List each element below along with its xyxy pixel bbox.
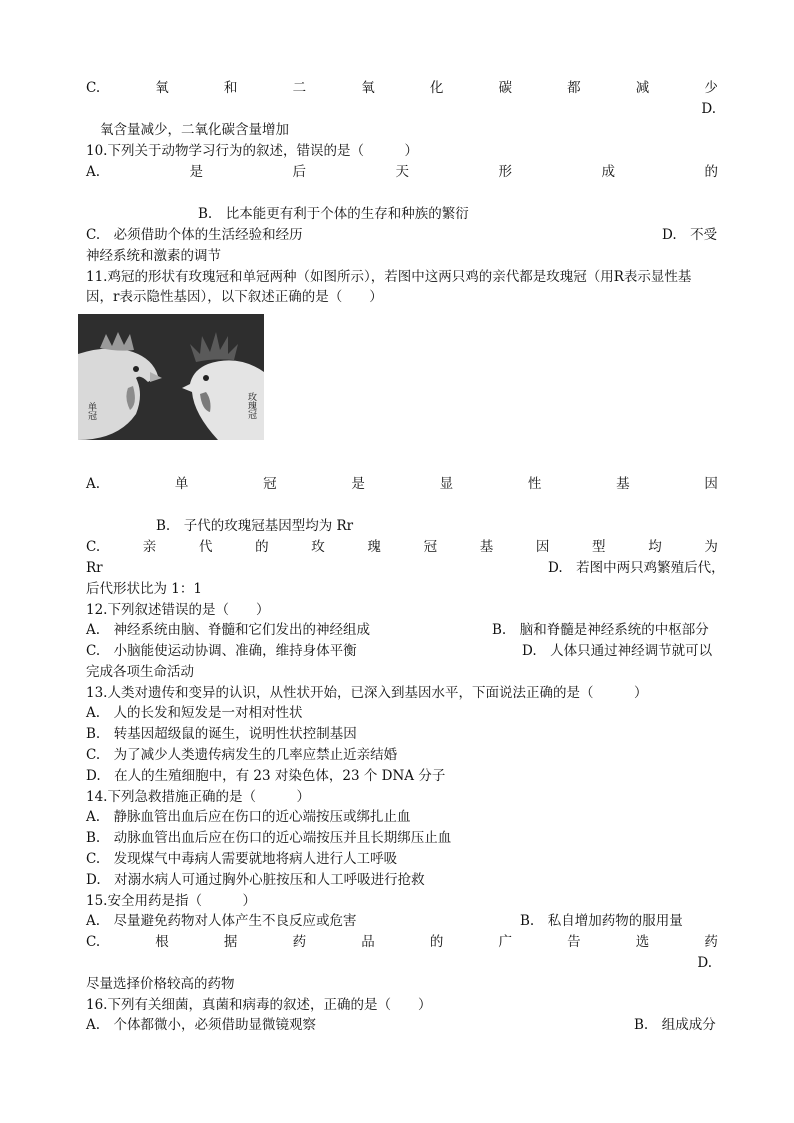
spread-char: 选	[635, 934, 650, 950]
q13-option-c: C. 为了减少人类遗传病发生的几率应禁止近亲结婚	[86, 747, 398, 763]
q11-option-b: B. 子代的玫瑰冠基因型均为 Rr	[156, 518, 354, 534]
q15-option-b: B. 私自增加药物的服用量	[520, 913, 683, 929]
spread-char: 氧	[361, 80, 375, 96]
q16-option-a: A. 个体都微小，必须借助显微镜观察	[86, 1017, 317, 1033]
spread-char: 和	[223, 80, 238, 96]
spread-char: 的	[255, 539, 269, 555]
q12-stem: 12.下列叙述错误的是（ ）	[86, 602, 270, 618]
spread-char: 型	[592, 539, 606, 555]
label-single-comb: 单冠	[86, 402, 96, 420]
rooster-comb-image	[78, 314, 264, 440]
q10-option-c: C. 必须借助个体的生活经验和经历	[86, 227, 303, 243]
spread-char: 玫	[311, 539, 325, 555]
q9-option-c	[86, 78, 718, 98]
q10-option-d-label: D. 不受	[662, 227, 718, 243]
spread-char: 碳	[498, 80, 512, 96]
q10-option-a	[86, 162, 718, 182]
spread-char: 据	[223, 934, 238, 950]
spread-char: 二	[292, 80, 307, 96]
spread-char: 单	[174, 476, 189, 492]
spread-char: 显	[439, 476, 454, 492]
spread-char: 后	[292, 164, 307, 180]
q13-option-b: B. 转基因超级鼠的诞生，说明性状控制基因	[86, 726, 357, 742]
label-rose-comb: 玫瑰冠	[246, 392, 256, 419]
q9-option-d-text: 氧含量减少，二氧化碳含量增加	[100, 122, 289, 138]
spread-char: C.	[86, 539, 101, 555]
spread-char: 少	[704, 80, 718, 96]
q10-option-d-cont: 神经系统和激素的调节	[86, 248, 221, 264]
q14-option-b: B. 动脉血管出血后应在伤口的近心端按压并且长期绑压止血	[86, 830, 452, 846]
spread-char: 因	[704, 476, 718, 492]
spread-char: 瑰	[367, 539, 381, 555]
spread-char: 是	[189, 164, 204, 180]
q15-option-d-text: 尽量选择价格较高的药物	[86, 976, 235, 992]
spread-char: 亲	[142, 539, 157, 555]
q14-stem: 14.下列急救措施正确的是（ ）	[86, 789, 310, 805]
q13-option-d: D. 在人的生殖细胞中，有 23 对染色体，23 个 DNA 分子	[86, 768, 446, 784]
spread-char: 成	[601, 164, 615, 180]
spread-char: 品	[361, 934, 375, 950]
spread-char: 冠	[423, 539, 438, 555]
spread-char: 的	[704, 164, 718, 180]
q14-option-d: D. 对溺水病人可通过胸外心脏按压和人工呼吸进行抢救	[86, 872, 425, 888]
q15-option-c	[86, 932, 718, 952]
spread-char: C.	[86, 80, 101, 96]
q11-option-d: D. 若图中两只鸡繁殖后代，	[548, 560, 725, 576]
q15-stem: 15.安全用药是指（ ）	[86, 893, 256, 909]
spread-char: 冠	[263, 476, 277, 492]
spread-char: 因	[535, 539, 550, 555]
q15-option-d-label: D.	[697, 955, 712, 971]
spread-char: 代	[198, 539, 213, 555]
spread-char: A.	[86, 476, 101, 492]
spread-char: 减	[635, 80, 650, 96]
q11-option-a	[86, 474, 718, 494]
spread-char: 都	[567, 80, 581, 96]
spread-char: 基	[479, 539, 494, 555]
q16-stem: 16.下列有关细菌，真菌和病毒的叙述，正确的是（ ）	[86, 997, 432, 1013]
q16-option-b: B. 组成成分	[634, 1017, 716, 1033]
q11-stem-line2: 因，r表示隐性基因），以下叙述正确的是（ ）	[86, 289, 383, 305]
q15-option-a: A. 尽量避免药物对人体产生不良反应或危害	[86, 913, 357, 929]
q9-option-d-label: D.	[701, 101, 716, 117]
q11-option-c	[86, 537, 718, 557]
spread-char: 根	[155, 934, 169, 950]
q12-option-d-cont: 完成各项生命活动	[86, 664, 194, 680]
q11-option-d-cont: 后代形状比为 1：1	[86, 581, 202, 597]
q10-stem: 10.下列关于动物学习行为的叙述，错误的是（ ）	[86, 143, 418, 159]
q13-stem: 13.人类对遗传和变异的认识，从性状开始，已深入到基因水平，下面说法正确的是（ ）	[86, 685, 648, 701]
spread-char: 药	[704, 934, 718, 950]
rooster-illustration	[78, 314, 264, 440]
spread-char: 药	[292, 934, 307, 950]
spread-char: 是	[351, 476, 365, 492]
q12-option-b: B. 脑和脊髓是神经系统的中枢部分	[492, 622, 709, 638]
q10-option-b: B. 比本能更有利于个体的生存和种族的繁衍	[198, 206, 469, 222]
q14-option-a: A. 静脉血管出血后应在伤口的近心端按压或绑扎止血	[86, 809, 411, 825]
q11-stem-line1: 11.鸡冠的形状有玫瑰冠和单冠两种（如图所示），若图中这两只鸡的亲代都是玫瑰冠（用R表示显性基	[86, 269, 692, 285]
spread-char: 化	[429, 80, 444, 96]
spread-char: 广	[498, 934, 512, 950]
q12-option-c: C. 小脑能使运动协调、准确，维持身体平衡	[86, 643, 357, 659]
q12-option-d: D. 人体只通过神经调节就可以	[522, 643, 713, 659]
spread-char: 性	[527, 476, 542, 492]
spread-char: 告	[567, 934, 581, 950]
spread-char: 天	[395, 164, 409, 180]
q11-option-c-cont: Rr	[86, 560, 103, 576]
q13-option-a: A. 人的长发和短发是一对相对性状	[86, 705, 303, 721]
spread-char: 形	[498, 164, 512, 180]
spread-char: 均	[648, 539, 662, 555]
spread-char: 氧	[155, 80, 169, 96]
q14-option-c: C. 发现煤气中毒病人需要就地将病人进行人工呼吸	[86, 851, 398, 867]
spread-char: A.	[86, 164, 101, 180]
spread-char: 的	[429, 934, 444, 950]
spread-char: C.	[86, 934, 101, 950]
spread-char: 基	[616, 476, 630, 492]
spread-char: 为	[704, 539, 718, 555]
q12-option-a: A. 神经系统由脑、脊髓和它们发出的神经组成	[86, 622, 371, 638]
